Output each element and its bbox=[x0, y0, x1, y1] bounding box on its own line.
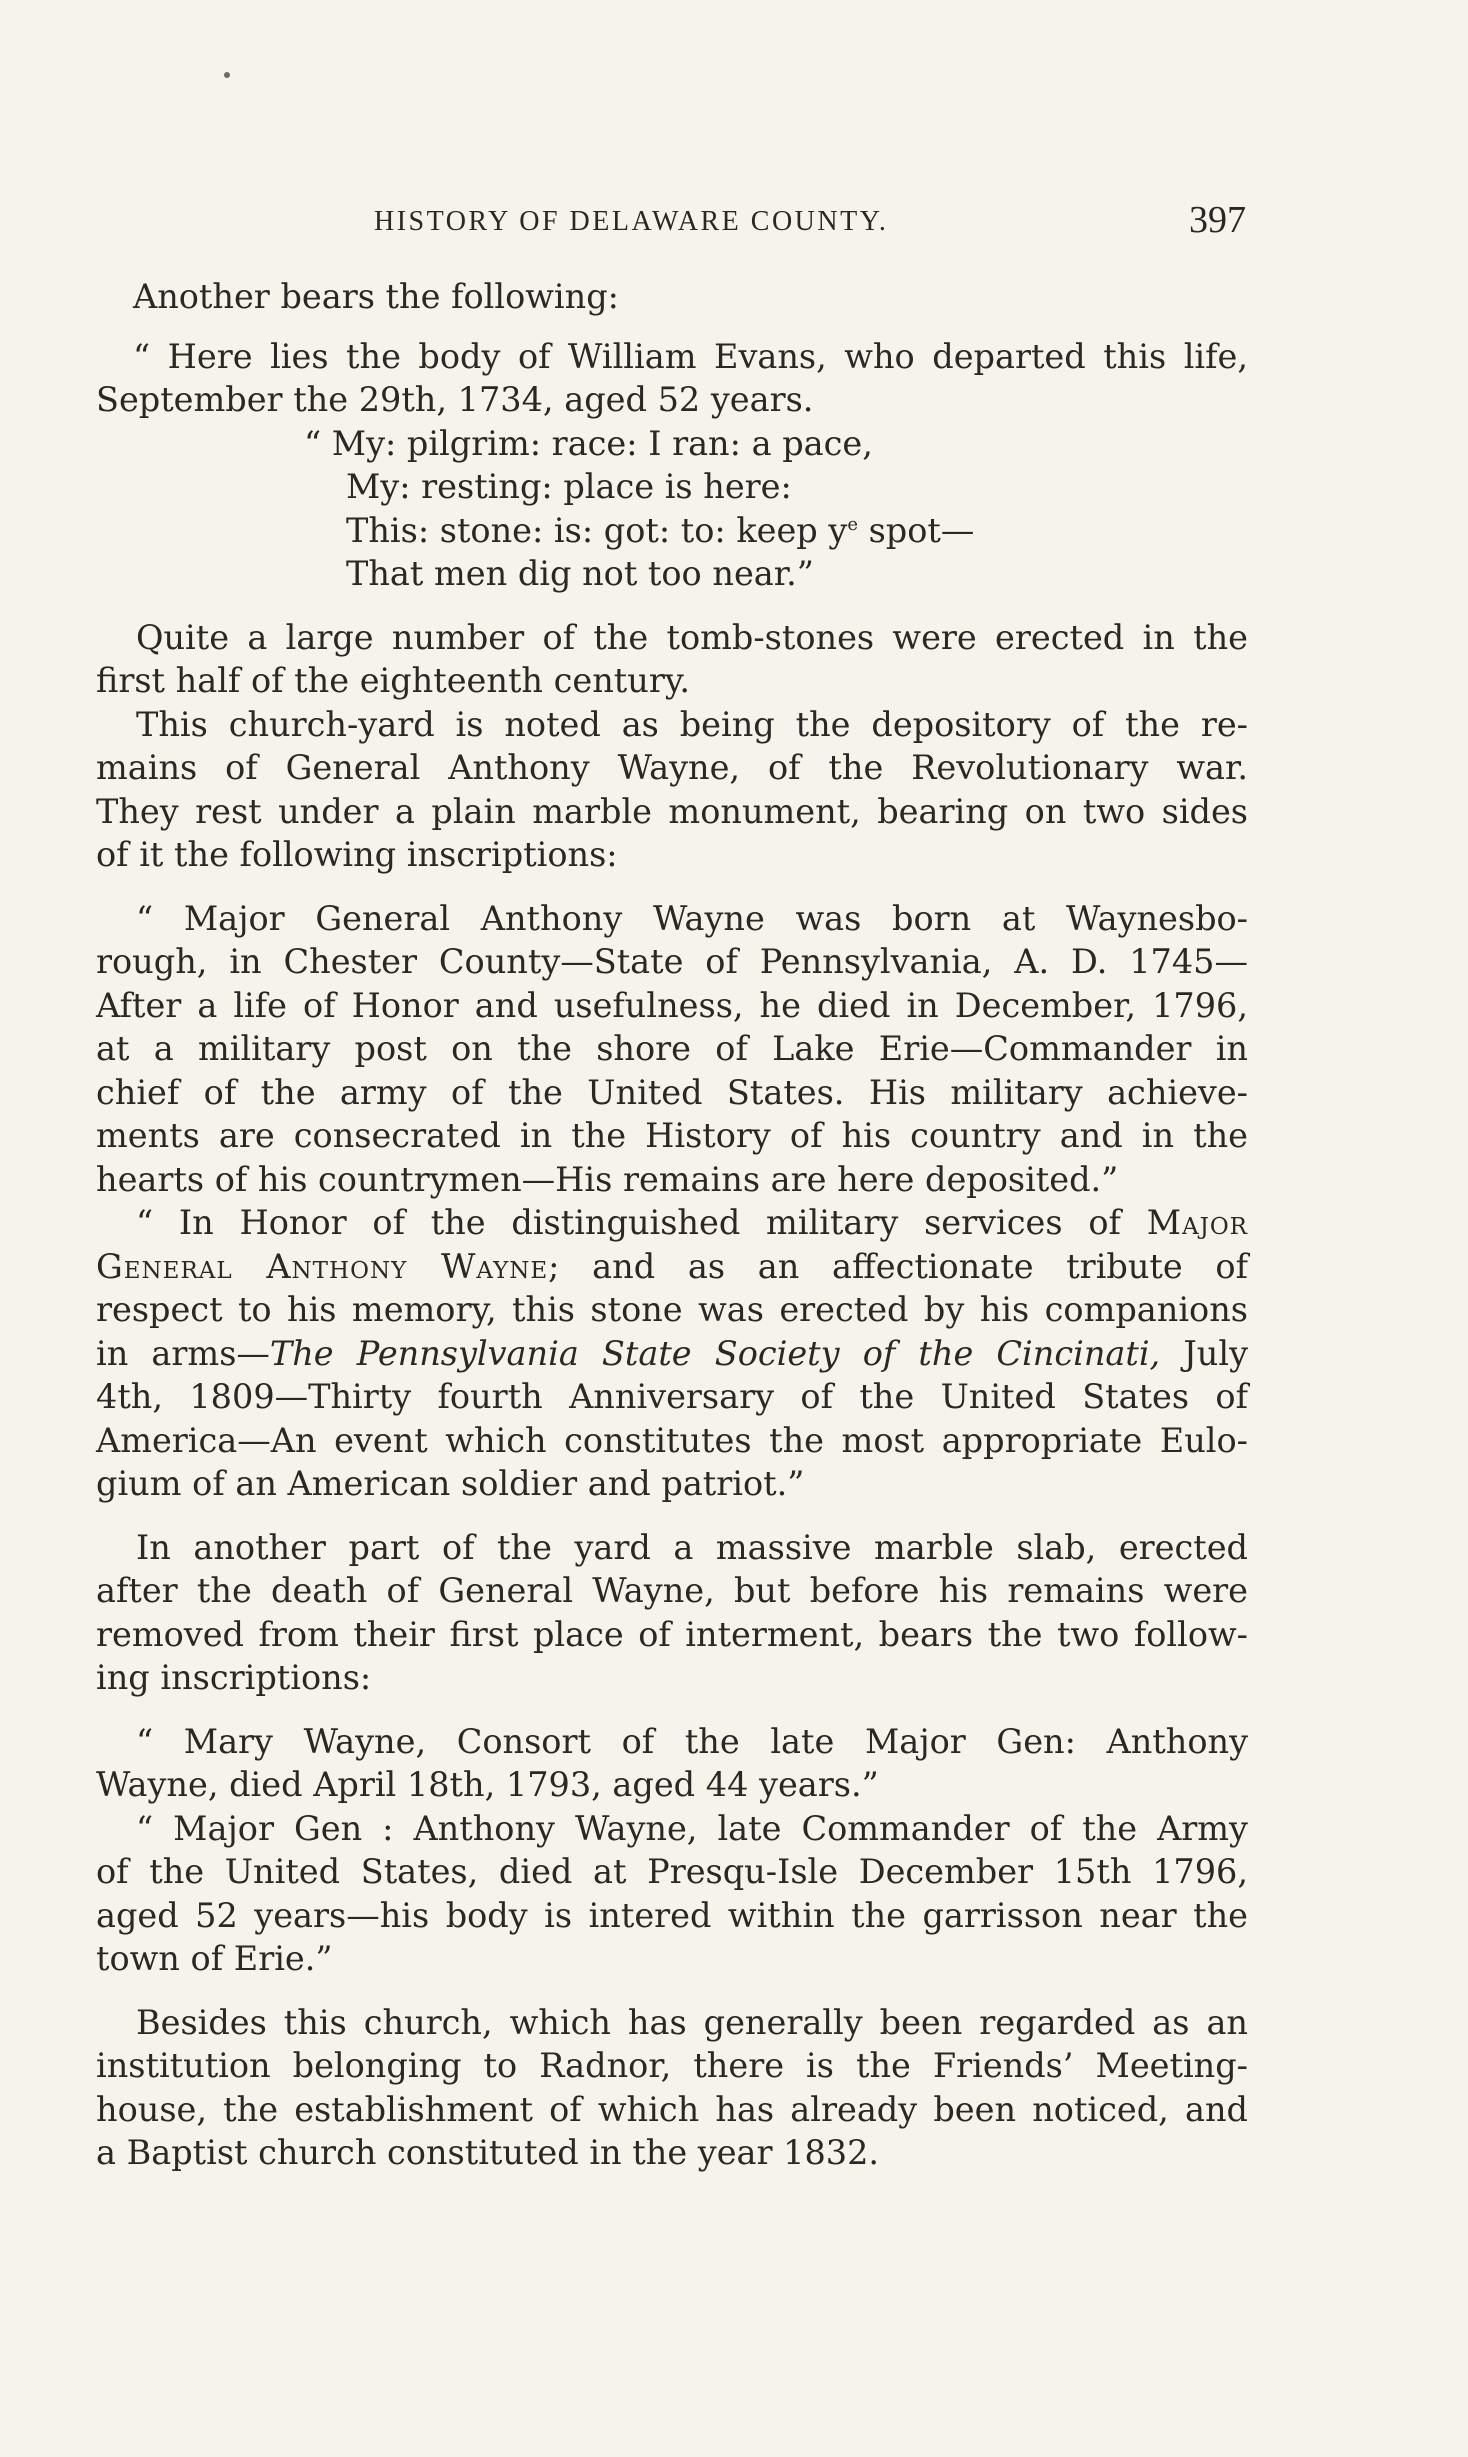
intro-line: Another bears the following: bbox=[133, 277, 619, 316]
text-line bbox=[96, 1245, 1248, 1289]
text-line: “ Major Gen : Anthony Wayne, late Commander of the Army bbox=[136, 1808, 1248, 1848]
text-line: America—An event which constitutes the most appropriate Eulo- bbox=[96, 1420, 1248, 1460]
italic-society-name: The Pennsylvania State Society of the Cincinati, bbox=[269, 1333, 1161, 1373]
text-line: first half of the eighteenth century. bbox=[96, 661, 690, 700]
text-line: September the 29th, 1734, aged 52 years. bbox=[96, 380, 814, 419]
verse-line: My: resting: place is here: bbox=[346, 467, 792, 506]
page-body bbox=[96, 275, 1248, 2175]
text-run: ; and as an affectionate tribute of bbox=[548, 1246, 1248, 1286]
text-line: 4th, 1809—Thirty fourth Anniversary of the United States of bbox=[96, 1377, 1248, 1416]
verse-line bbox=[96, 509, 1248, 553]
text-line: aged 52 years—his body is intered within the garrisson near the bbox=[96, 1895, 1248, 1935]
text-line: chief of the army of the United States. His military achieve- bbox=[96, 1072, 1248, 1112]
verse-line: “ My: pilgrim: race: I ran: a pace, bbox=[304, 423, 873, 463]
text-line: institution belonging to Radnor, there is the Friends’ Meeting- bbox=[96, 2046, 1248, 2085]
text-line: “ Major General Anthony Wayne was born at Waynesbo- bbox=[136, 898, 1248, 938]
text-line: respect to his memory, this stone was erected by his companions bbox=[96, 1290, 1248, 1329]
text-line: mains of General Anthony Wayne, of the Revolutionary war. bbox=[96, 748, 1248, 787]
text-line: “ Here lies the body of William Evans, who departed this life, bbox=[133, 336, 1248, 376]
text-line: After a life of Honor and usefulness, he died in December, 1796, bbox=[96, 985, 1248, 1025]
verse-text: spot— bbox=[857, 510, 975, 550]
text-line: ing inscriptions: bbox=[96, 1658, 372, 1697]
running-head: HISTORY OF DELAWARE COUNTY. bbox=[374, 206, 889, 237]
text-line: of it the following inscriptions: bbox=[96, 835, 618, 874]
text-line: “ Mary Wayne, Consort of the late Major Gen: Anthony bbox=[136, 1721, 1248, 1761]
text-run: in arms— bbox=[96, 1333, 270, 1373]
page-header bbox=[96, 198, 1246, 248]
text-line: town of Erie.” bbox=[96, 1939, 333, 1978]
text-line bbox=[96, 1201, 1248, 1245]
text-line: gium of an American soldier and patriot.” bbox=[96, 1464, 805, 1503]
text-run: “ In Honor of the distinguished military services of bbox=[136, 1203, 1147, 1242]
text-line: They rest under a plain marble monument, bearing on two sides bbox=[96, 791, 1248, 831]
text-line: Besides this church, which has generally been regarded as an bbox=[136, 2002, 1248, 2042]
text-line: In another part of the yard a massive marble slab, erected bbox=[136, 1527, 1248, 1567]
verse-line: That men dig not too near.” bbox=[346, 554, 814, 593]
text-line: hearts of his countrymen—His remains are here deposited.” bbox=[96, 1159, 1119, 1199]
page-number: 397 bbox=[1189, 199, 1246, 241]
text-run: July bbox=[1160, 1333, 1248, 1373]
text-line: This church-yard is noted as being the depository of the re- bbox=[136, 704, 1248, 744]
text-line: at a military post on the shore of Lake Erie—Commander in bbox=[96, 1029, 1248, 1068]
text-line: ments are consecrated in the History of his country and in the bbox=[96, 1116, 1248, 1155]
superscript-e: e bbox=[847, 513, 858, 535]
text-line: after the death of General Wayne, but before his remains were bbox=[96, 1571, 1248, 1610]
small-caps-name: Major bbox=[1146, 1203, 1248, 1242]
small-caps-name: General Anthony Wayne bbox=[96, 1246, 549, 1286]
text-line: house, the establishment of which has already been noticed, and bbox=[96, 2089, 1248, 2129]
text-line: of the United States, died at Presqu-Isle December 15th 1796, bbox=[96, 1852, 1248, 1891]
text-line: Wayne, died April 18th, 1793, aged 44 years.” bbox=[96, 1765, 879, 1804]
text-line bbox=[96, 1332, 1248, 1376]
verse-text: This: stone: is: got: to: keep y bbox=[346, 510, 848, 550]
text-line: removed from their first place of interment, bears the two follow- bbox=[96, 1614, 1248, 1654]
text-line: rough, in Chester County—State of Pennsylvania, A. D. 1745— bbox=[96, 942, 1248, 981]
ink-speck bbox=[224, 72, 230, 78]
text-line: a Baptist church constituted in the year 1832. bbox=[96, 2133, 880, 2172]
text-line: Quite a large number of the tomb-stones were erected in the bbox=[136, 617, 1248, 657]
